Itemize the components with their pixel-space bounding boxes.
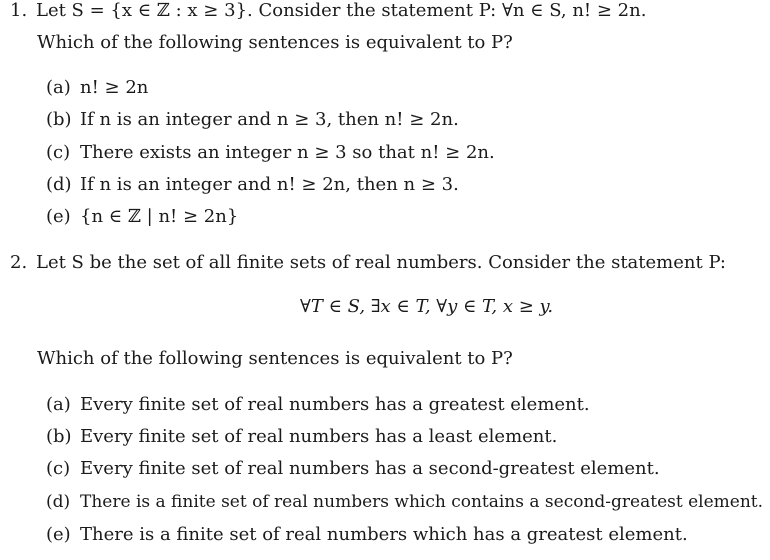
q1-option-c-text: There exists an integer n ≥ 3 so that n! ≥ 2n. bbox=[80, 142, 495, 163]
q2-option-e bbox=[46, 524, 688, 546]
q2-option-d-text: There is a finite set of real numbers which contains a second-greatest element. bbox=[80, 492, 764, 512]
q1-option-c-label: (c) bbox=[46, 142, 71, 163]
q1-option-e bbox=[46, 206, 238, 228]
q1-option-d-text: If n is an integer and n! ≥ 2n, then n ≥ 3. bbox=[80, 174, 459, 195]
q2-option-b-text: Every finite set of real numbers has a least element. bbox=[80, 426, 558, 447]
q2-option-c bbox=[46, 458, 660, 480]
q2-option-a-text: Every finite set of real numbers has a greatest element. bbox=[80, 394, 590, 415]
q1-question: Which of the following sentences is equivalent to P? bbox=[37, 32, 513, 53]
q2-formula: ∀T ∈ S, ∃x ∈ T, ∀y ∈ T, x ≥ y. bbox=[300, 296, 554, 317]
q2-statement-line bbox=[10, 252, 726, 274]
q1-option-b-label: (b) bbox=[46, 109, 72, 130]
q1-option-e-label: (e) bbox=[46, 206, 71, 227]
q2-option-c-label: (c) bbox=[46, 458, 71, 479]
q2-option-c-text: Every finite set of real numbers has a second-greatest element. bbox=[80, 458, 660, 479]
q1-option-a-label: (a) bbox=[46, 77, 71, 98]
q2-option-d-label: (d) bbox=[46, 492, 71, 512]
q1-statement: Let S = {x ∈ ℤ : x ≥ 3}. Consider the statement P: ∀n ∈ S, n! ≥ 2n. bbox=[36, 0, 647, 21]
q2-option-d bbox=[46, 491, 763, 513]
q2-option-a-label: (a) bbox=[46, 394, 71, 415]
q2-option-b bbox=[46, 426, 557, 448]
q2-option-b-label: (b) bbox=[46, 426, 72, 447]
q2-statement: Let S be the set of all finite sets of real numbers. Consider the statement P: bbox=[36, 252, 726, 273]
q1-option-b bbox=[46, 109, 459, 131]
q2-question: Which of the following sentences is equivalent to P? bbox=[37, 348, 513, 369]
q1-statement-line bbox=[10, 0, 646, 22]
q1-number: 1. bbox=[10, 0, 28, 21]
q1-option-d bbox=[46, 174, 459, 196]
q2-option-e-label: (e) bbox=[46, 524, 71, 545]
q1-option-c bbox=[46, 142, 495, 164]
q2-option-a bbox=[46, 394, 590, 416]
q1-option-e-text: {n ∈ ℤ | n! ≥ 2n} bbox=[80, 206, 239, 227]
q2-option-e-text: There is a finite set of real numbers which has a greatest element. bbox=[80, 524, 688, 545]
q1-option-a bbox=[46, 77, 148, 99]
q1-option-d-label: (d) bbox=[46, 174, 72, 195]
q2-number: 2. bbox=[10, 252, 28, 273]
q1-option-b-text: If n is an integer and n ≥ 3, then n! ≥ 2n. bbox=[80, 109, 459, 130]
q1-option-a-text: n! ≥ 2n bbox=[80, 77, 149, 98]
